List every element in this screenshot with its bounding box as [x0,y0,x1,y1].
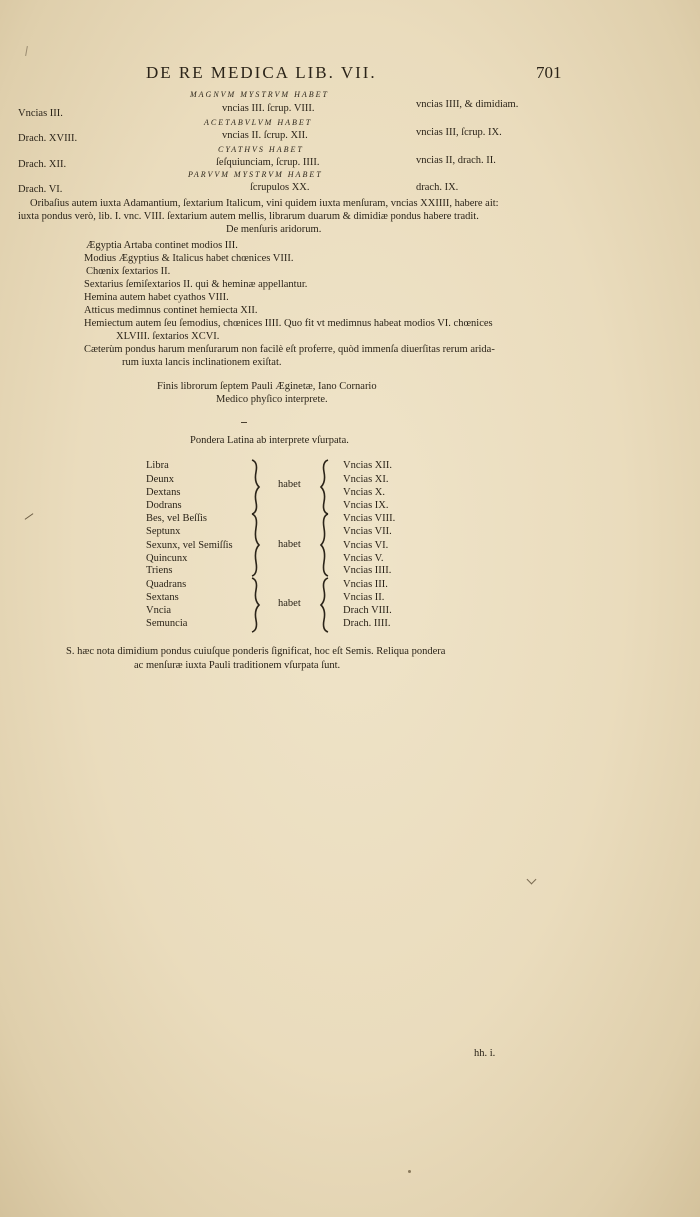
weight-name: Septunx [146,526,181,537]
habet-label: habet [278,539,301,550]
measure-center-value: vncias III. ſcrup. VIII. [222,103,315,114]
measure-heading: CYATHVS HABET [218,145,304,154]
section-title-dry-measures: De menſuris aridorum. [226,224,322,235]
measure-heading: ACETABVLVM HABET [204,118,313,127]
running-title: DE RE MEDICA LIB. VII. [146,63,377,82]
weight-name: Semuncia [146,618,188,629]
measure-right-value: vncias III, ſcrup. IX. [416,127,502,138]
measure-center-value: vncias II. ſcrup. XII. [222,130,308,141]
weight-value: Vncias VIII. [343,513,396,524]
caeterum-line: rum iuxta lancis inclinationem exiſtat. [122,357,282,368]
measure-center-value: ſeſquiunciam, ſcrup. IIII. [216,157,320,168]
closing-brace [246,512,266,578]
page-number: 701 [536,63,562,82]
weight-value: Vncias II. [343,592,385,603]
weight-name: Sextans [146,592,179,603]
measure-center-value: ſcrupulos XX. [250,182,310,193]
closing-brace [246,458,266,516]
weight-name: Triens [146,565,173,576]
colophon-line: Finis librorum ſeptem Pauli Æginetæ, Iano Cornario [157,381,377,392]
weight-value: Drach VIII. [343,605,392,616]
dry-measure-line: Ægyptia Artaba continet modios III. [86,240,238,251]
dry-measure-line: Sextarius ſemiſextarios II. qui & heminæ appellantur. [84,279,308,290]
opening-brace [314,512,334,578]
margin-mark-lower [527,875,537,885]
weight-value: Drach. IIII. [343,618,391,629]
nota-line: S. hæc nota dimidium pondus cuiuſque ponderis ſignificat, hoc eſt Semis. Reliqua pondera [66,646,446,657]
measure-right-value: vncias IIII, & dimidiam. [416,99,519,110]
margin-mark-middle [25,513,34,520]
weight-name: Sexunx, vel Semiſſis [146,540,233,551]
margin-mark-top [25,46,28,56]
nota-line: ac menſuræ iuxta Pauli traditionem vſurpata ſunt. [134,660,341,671]
dry-measure-line: Chœnix ſextarios II. [86,266,171,277]
caeterum-line: Cæterùm pondus harum menſurarum non facilè eſt proferre, quòd immenſa diuerſitas rerum arida- [84,344,495,355]
opening-brace [314,458,334,516]
weight-name: Quadrans [146,579,187,590]
weight-value: Vncias X. [343,487,385,498]
weight-name: Quincunx [146,553,188,564]
weight-value: Vncias VI. [343,540,389,551]
pondera-title: Pondera Latina ab interprete vſurpata. [190,435,349,446]
dry-measure-line: Hemina autem habet cyathos VIII. [84,292,229,303]
measure-left-value: Drach. XII. [18,159,67,170]
weight-value: Vncias XI. [343,474,389,485]
weight-value: Vncias V. [343,553,384,564]
measure-left-value: Vncias III. [18,108,63,119]
weight-name: Vncia [146,605,172,616]
weight-name: Dextans [146,487,181,498]
signature-mark: hh. i. [474,1048,496,1059]
weight-name: Dodrans [146,500,182,511]
paper-speck [408,1170,411,1173]
habet-label: habet [278,479,301,490]
title-rule [241,422,247,423]
weight-name: Libra [146,460,169,471]
oribasius-line: iuxta pondus verò, lib. I. vnc. VIII. ſextarium autem mellis, librarum duarum & dimidiæ pondus habere tradit. [18,211,479,222]
dry-measure-line: Atticus medimnus continet hemiecta XII. [84,305,258,316]
dry-measure-line: Modius Ægyptius & Italicus habet chœnices VIII. [84,253,294,264]
weight-value: Vncias VII. [343,526,392,537]
measure-left-value: Drach. XVIII. [18,133,78,144]
measure-right-value: drach. IX. [416,182,459,193]
opening-brace [314,576,334,634]
measure-heading: MAGNVM MYSTRVM HABET [190,90,329,99]
habet-label: habet [278,598,301,609]
weight-value: Vncias IX. [343,500,389,511]
weight-value: Vncias III. [343,579,388,590]
oribasius-line: Oribaſius autem iuxta Adamantium, ſextarium Italicum, vini quidem iuxta menſuram, vncias XXIIII, habere ait: [30,198,499,209]
weight-value: Vncias XII. [343,460,392,471]
colophon-line: Medico phyſico interprete. [216,394,328,405]
weight-name: Deunx [146,474,174,485]
dry-measure-line: XLVIII. ſextarios XCVI. [116,331,220,342]
measure-right-value: vncias II, drach. II. [416,155,496,166]
weight-value: Vncias IIII. [343,565,392,576]
measure-left-value: Drach. VI. [18,184,63,195]
measure-heading: PARVVM MYSTRVM HABET [188,170,323,179]
closing-brace [246,576,266,634]
dry-measure-line: Hemiectum autem ſeu ſemodius, chœnices IIII. Quo fit vt medimnus habeat modios VI. chœnices [84,318,493,329]
weight-name: Bes, vel Beſſis [146,513,207,524]
